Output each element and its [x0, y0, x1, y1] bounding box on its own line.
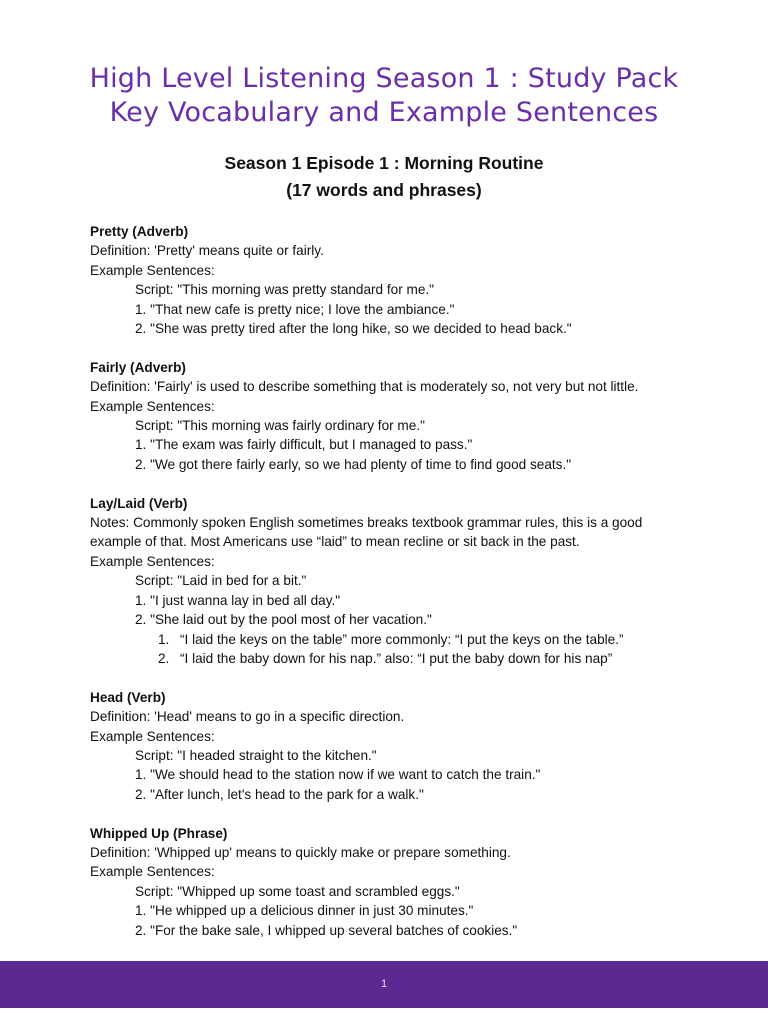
script-example: Script: "This morning was pretty standard for me."	[135, 282, 435, 298]
examples-label: Example Sentences:	[90, 262, 215, 278]
script-example: Script: "Whipped up some toast and scrambled eggs."	[135, 883, 460, 899]
sub-example-list	[90, 630, 710, 669]
example-sentence: 1. "He whipped up a delicious dinner in just 30 minutes."	[135, 903, 474, 919]
vocab-notes-line1: Notes: Commonly spoken English sometimes breaks textbook grammar rules, this is a good	[90, 515, 643, 531]
example-sentence: 2. "She was pretty tired after the long hike, so we decided to head back."	[135, 321, 572, 337]
episode-word-count: (17 words and phrases)	[286, 180, 482, 200]
script-example: Script: "Laid in bed for a bit."	[135, 573, 307, 589]
page-title-line1: High Level Listening Season 1 : Study Pack	[89, 63, 679, 94]
examples-label: Example Sentences:	[90, 553, 215, 569]
vocab-term: Head (Verb)	[90, 689, 166, 705]
example-sentence: 1. "I just wanna lay in bed all day."	[135, 592, 341, 608]
sub-example-number: 1.	[158, 631, 170, 647]
sub-example-text: “I laid the baby down for his nap.” also: “I put the baby down for his nap”	[180, 650, 613, 666]
page-title	[0, 62, 768, 130]
script-example: Script: "I headed straight to the kitchen."	[135, 747, 377, 763]
vocab-entry-pretty	[90, 222, 710, 338]
vocab-entry-fairly	[90, 358, 710, 474]
example-sentence: 1. "The exam was fairly difficult, but I managed to pass."	[135, 437, 473, 453]
vocab-entry-head	[90, 688, 710, 804]
vocab-definition: Definition: 'Head' means to go in a specific direction.	[90, 709, 405, 725]
vocab-notes-line2: example of that. Most Americans use “laid” to mean recline or sit back in the past.	[90, 534, 580, 550]
vocab-term: Whipped Up (Phrase)	[90, 825, 228, 841]
example-sentence: 2. "We got there fairly early, so we had plenty of time to find good seats."	[135, 456, 572, 472]
episode-heading	[0, 150, 768, 204]
example-sentence: 2. "She laid out by the pool most of her vacation."	[135, 612, 432, 628]
examples-label: Example Sentences:	[90, 728, 215, 744]
vocab-entry-lay-laid	[90, 494, 710, 669]
vocab-term: Pretty (Adverb)	[90, 224, 189, 239]
footer-bar	[0, 961, 768, 1008]
page-title-line2: Key Vocabulary and Example Sentences	[109, 97, 659, 128]
example-sentence: 2. "For the bake sale, I whipped up several batches of cookies."	[135, 922, 518, 938]
vocabulary-list	[90, 222, 710, 959]
vocab-term: Fairly (Adverb)	[90, 359, 186, 375]
example-sentence: 2. "After lunch, let's head to the park for a walk."	[135, 786, 424, 802]
vocab-definition: Definition: 'Fairly' is used to describe something that is moderately so, not very but not little.	[90, 379, 639, 395]
examples-label: Example Sentences:	[90, 864, 215, 880]
script-example: Script: "This morning was fairly ordinary for me."	[135, 418, 425, 434]
example-sentence: 1. "We should head to the station now if we want to catch the train."	[135, 767, 541, 783]
vocab-definition: Definition: 'Whipped up' means to quickly make or prepare something.	[90, 844, 511, 860]
vocab-definition: Definition: 'Pretty' means quite or fairly.	[90, 243, 324, 259]
page-number: 1	[380, 978, 388, 990]
vocab-term: Lay/Laid (Verb)	[90, 495, 188, 511]
examples-label: Example Sentences:	[90, 398, 215, 414]
sub-example-text: “I laid the keys on the table” more commonly: “I put the keys on the table.”	[180, 631, 624, 647]
sub-example-item	[90, 630, 710, 649]
example-sentence: 1. "That new cafe is pretty nice; I love the ambiance."	[135, 301, 455, 317]
sub-example-item	[90, 649, 710, 668]
sub-example-number: 2.	[158, 650, 170, 666]
vocab-entry-whipped-up	[90, 824, 710, 940]
episode-title: Season 1 Episode 1 : Morning Routine	[224, 153, 544, 173]
